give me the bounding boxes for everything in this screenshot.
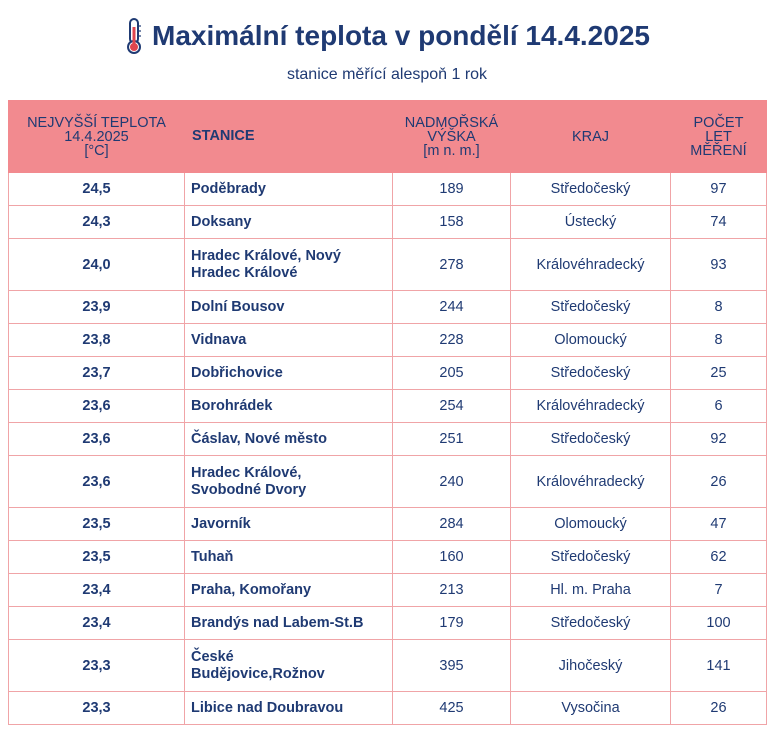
cell-altitude: 244 xyxy=(393,291,511,324)
cell-altitude: 228 xyxy=(393,324,511,357)
cell-kraj: Středočeský xyxy=(511,357,671,390)
cell-kraj: Středočeský xyxy=(511,173,671,206)
cell-altitude: 158 xyxy=(393,206,511,239)
cell-years: 25 xyxy=(671,357,767,390)
cell-station: Tuhaň xyxy=(185,541,393,574)
cell-years: 7 xyxy=(671,574,767,607)
cell-years: 97 xyxy=(671,173,767,206)
cell-kraj: Ústecký xyxy=(511,206,671,239)
cell-station: Čáslav, Nové město xyxy=(185,423,393,456)
cell-temp: 23,6 xyxy=(9,423,185,456)
column-header-station: STANICE xyxy=(185,101,393,173)
cell-altitude: 189 xyxy=(393,173,511,206)
table-row xyxy=(9,173,767,206)
cell-kraj: Jihočeský xyxy=(511,640,671,692)
cell-altitude: 284 xyxy=(393,508,511,541)
cell-temp: 23,4 xyxy=(9,574,185,607)
cell-altitude: 395 xyxy=(393,640,511,692)
cell-temp: 23,7 xyxy=(9,357,185,390)
cell-station: Praha, Komořany xyxy=(185,574,393,607)
cell-kraj: Středočeský xyxy=(511,607,671,640)
cell-temp: 23,6 xyxy=(9,456,185,508)
cell-years: 47 xyxy=(671,508,767,541)
cell-station: Dobřichovice xyxy=(185,357,393,390)
cell-years: 8 xyxy=(671,291,767,324)
cell-years: 6 xyxy=(671,390,767,423)
temperature-table xyxy=(8,100,767,725)
cell-kraj: Královéhradecký xyxy=(511,390,671,423)
cell-temp: 23,6 xyxy=(9,390,185,423)
cell-station: Libice nad Doubravou xyxy=(185,692,393,725)
table-row xyxy=(9,640,767,692)
table-header-row xyxy=(9,101,767,173)
cell-years: 141 xyxy=(671,640,767,692)
cell-kraj: Olomoucký xyxy=(511,324,671,357)
cell-temp: 23,3 xyxy=(9,692,185,725)
cell-station: Poděbrady xyxy=(185,173,393,206)
cell-kraj: Středočeský xyxy=(511,423,671,456)
table-row xyxy=(9,291,767,324)
column-header-altitude: NADMOŘSKÁ VÝŠKA [m n. m.] xyxy=(393,101,511,173)
cell-temp: 24,5 xyxy=(9,173,185,206)
cell-altitude: 278 xyxy=(393,239,511,291)
cell-kraj: Vysočina xyxy=(511,692,671,725)
cell-temp: 23,4 xyxy=(9,607,185,640)
page-subtitle: stanice měřící alespoň 1 rok xyxy=(286,66,488,83)
cell-station: Brandýs nad Labem-St.B xyxy=(185,607,393,640)
cell-years: 62 xyxy=(671,541,767,574)
title-row xyxy=(0,14,774,58)
table-row xyxy=(9,541,767,574)
cell-station: Javorník xyxy=(185,508,393,541)
table-row xyxy=(9,456,767,508)
column-header-temp: NEJVYŠŠÍ TEPLOTA 14.4.2025 [°C] xyxy=(9,101,185,173)
cell-altitude: 179 xyxy=(393,607,511,640)
cell-station: Hradec Králové, Nový Hradec Králové xyxy=(185,239,393,291)
table-row xyxy=(9,692,767,725)
column-header-years: POČET LET MĚŘENÍ xyxy=(671,101,767,173)
cell-station: Borohrádek xyxy=(185,390,393,423)
cell-altitude: 254 xyxy=(393,390,511,423)
header xyxy=(0,0,774,86)
cell-altitude: 213 xyxy=(393,574,511,607)
table-row xyxy=(9,508,767,541)
cell-temp: 24,3 xyxy=(9,206,185,239)
cell-altitude: 240 xyxy=(393,456,511,508)
thermometer-icon xyxy=(124,17,144,55)
cell-temp: 23,8 xyxy=(9,324,185,357)
cell-kraj: Hl. m. Praha xyxy=(511,574,671,607)
table-row xyxy=(9,574,767,607)
page-title: Maximální teplota v pondělí 14.4.2025 xyxy=(152,20,650,51)
cell-altitude: 251 xyxy=(393,423,511,456)
table-row xyxy=(9,607,767,640)
cell-years: 92 xyxy=(671,423,767,456)
cell-years: 93 xyxy=(671,239,767,291)
table-row xyxy=(9,206,767,239)
table-row xyxy=(9,239,767,291)
cell-altitude: 160 xyxy=(393,541,511,574)
cell-temp: 24,0 xyxy=(9,239,185,291)
cell-station: České Budějovice,Rožnov xyxy=(185,640,393,692)
cell-kraj: Středočeský xyxy=(511,541,671,574)
cell-kraj: Královéhradecký xyxy=(511,239,671,291)
cell-altitude: 425 xyxy=(393,692,511,725)
cell-kraj: Olomoucký xyxy=(511,508,671,541)
cell-temp: 23,3 xyxy=(9,640,185,692)
cell-years: 8 xyxy=(671,324,767,357)
cell-station: Doksany xyxy=(185,206,393,239)
cell-kraj: Středočeský xyxy=(511,291,671,324)
column-header-kraj: KRAJ xyxy=(511,101,671,173)
table-row xyxy=(9,357,767,390)
cell-kraj: Královéhradecký xyxy=(511,456,671,508)
cell-years: 74 xyxy=(671,206,767,239)
cell-years: 26 xyxy=(671,456,767,508)
cell-temp: 23,5 xyxy=(9,541,185,574)
cell-years: 100 xyxy=(671,607,767,640)
cell-station: Hradec Králové, Svobodné Dvory xyxy=(185,456,393,508)
cell-years: 26 xyxy=(671,692,767,725)
cell-altitude: 205 xyxy=(393,357,511,390)
cell-station: Vidnava xyxy=(185,324,393,357)
table-row xyxy=(9,390,767,423)
cell-temp: 23,9 xyxy=(9,291,185,324)
table-row xyxy=(9,324,767,357)
table-row xyxy=(9,423,767,456)
cell-station: Dolní Bousov xyxy=(185,291,393,324)
cell-temp: 23,5 xyxy=(9,508,185,541)
